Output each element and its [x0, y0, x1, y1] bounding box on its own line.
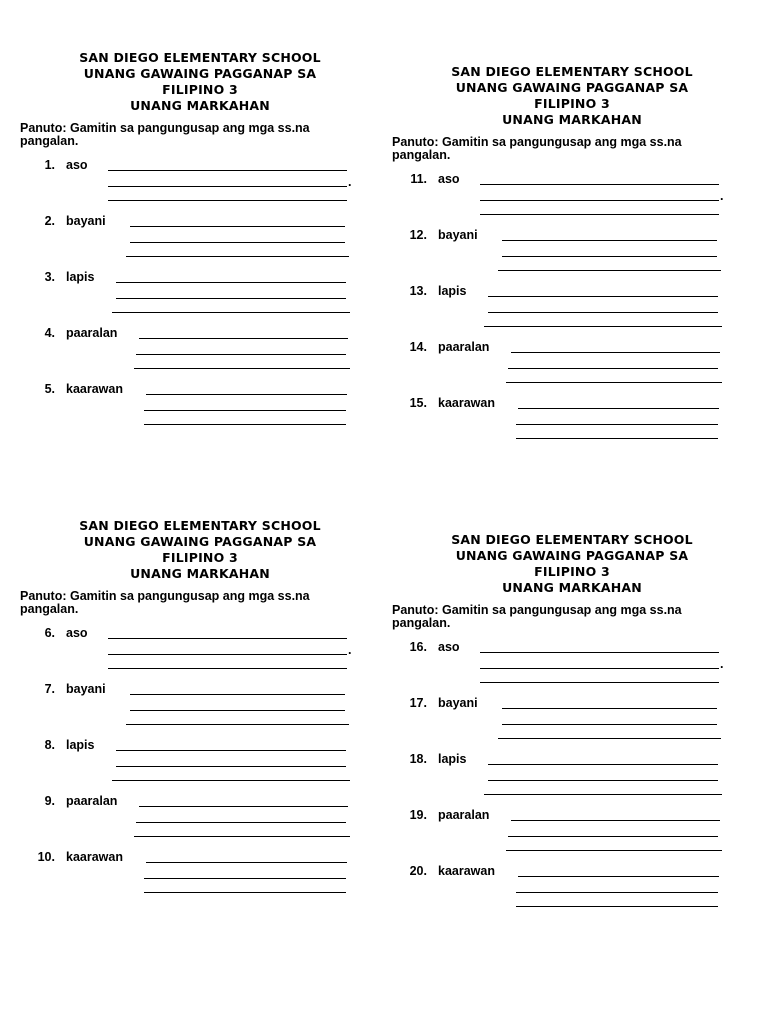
- instruction-line: pangalan.: [392, 148, 451, 162]
- worksheet-header: [20, 518, 380, 582]
- question-number: 16.: [409, 640, 427, 654]
- answer-line[interactable]: [130, 710, 345, 711]
- question-word: kaarawan: [438, 396, 495, 410]
- instructions: [20, 590, 380, 616]
- answer-line[interactable]: [488, 296, 718, 297]
- question-number: 4.: [44, 326, 55, 340]
- answer-line[interactable]: [480, 652, 719, 653]
- instruction-line: pangalan.: [392, 616, 451, 630]
- activity-title: UNANG GAWAING PAGGANAP SA: [455, 80, 689, 95]
- answer-line[interactable]: [108, 668, 347, 669]
- answer-line[interactable]: [518, 876, 719, 877]
- question-word: kaarawan: [438, 864, 495, 878]
- question-word: bayani: [438, 228, 478, 242]
- question-item: [20, 850, 380, 906]
- question-item: [20, 738, 380, 794]
- answer-line[interactable]: [136, 354, 346, 355]
- answer-line[interactable]: [126, 724, 349, 725]
- answer-line[interactable]: [144, 878, 346, 879]
- instruction-line: pangalan.: [20, 134, 79, 148]
- answer-line[interactable]: [498, 738, 721, 739]
- question-word: paaralan: [438, 340, 490, 354]
- answer-line[interactable]: [116, 282, 346, 283]
- question-item: [20, 682, 380, 738]
- answer-line[interactable]: [506, 382, 722, 383]
- question-word: aso: [66, 626, 88, 640]
- question-word: bayani: [66, 682, 106, 696]
- question-item: [20, 158, 380, 214]
- question-item: [392, 284, 752, 340]
- answer-line[interactable]: [484, 794, 722, 795]
- question-number: 11.: [410, 172, 427, 186]
- answer-line[interactable]: [480, 682, 719, 683]
- question-number: 12.: [409, 228, 427, 242]
- period-mark: .: [348, 643, 352, 657]
- answer-line[interactable]: [480, 214, 719, 215]
- question-number: 20.: [409, 864, 427, 878]
- answer-line[interactable]: [130, 242, 345, 243]
- school-name: SAN DIEGO ELEMENTARY SCHOOL: [451, 532, 693, 547]
- school-name: SAN DIEGO ELEMENTARY SCHOOL: [79, 50, 321, 65]
- answer-line[interactable]: [516, 892, 718, 893]
- answer-line[interactable]: [112, 780, 350, 781]
- answer-line[interactable]: [502, 724, 717, 725]
- question-item: [392, 808, 752, 864]
- school-name: SAN DIEGO ELEMENTARY SCHOOL: [451, 64, 693, 79]
- subject-name: FILIPINO 3: [162, 82, 238, 97]
- answer-line[interactable]: [488, 312, 718, 313]
- subject-name: FILIPINO 3: [162, 550, 238, 565]
- answer-line[interactable]: [134, 836, 350, 837]
- answer-line[interactable]: [108, 654, 347, 655]
- question-word: bayani: [66, 214, 106, 228]
- question-word: kaarawan: [66, 382, 123, 396]
- question-item: [392, 396, 752, 452]
- answer-line[interactable]: [480, 184, 719, 185]
- answer-line[interactable]: [502, 708, 717, 709]
- instruction-line: Panuto: Gamitin sa pangungusap ang mga ss.na: [392, 135, 682, 149]
- answer-line[interactable]: [488, 780, 718, 781]
- question-item: [20, 214, 380, 270]
- answer-line[interactable]: [516, 438, 718, 439]
- instruction-line: Panuto: Gamitin sa pangungusap ang mga ss.na: [20, 121, 310, 135]
- subject-name: FILIPINO 3: [534, 564, 610, 579]
- question-number: 17.: [409, 696, 427, 710]
- answer-line[interactable]: [144, 892, 346, 893]
- subject-name: FILIPINO 3: [534, 96, 610, 111]
- question-number: 7.: [44, 682, 55, 696]
- question-item: [392, 640, 752, 696]
- question-item: [20, 626, 380, 682]
- question-number: 18.: [409, 752, 427, 766]
- answer-line[interactable]: [511, 352, 720, 353]
- question-number: 10.: [37, 850, 55, 864]
- question-word: paaralan: [66, 326, 118, 340]
- answer-line[interactable]: [502, 256, 717, 257]
- question-number: 3.: [44, 270, 55, 284]
- instructions: [392, 604, 752, 630]
- quarter-name: UNANG MARKAHAN: [130, 98, 270, 113]
- question-number: 1.: [44, 158, 55, 172]
- question-word: paaralan: [66, 794, 118, 808]
- activity-title: UNANG GAWAING PAGGANAP SA: [455, 548, 689, 563]
- answer-line[interactable]: [480, 200, 719, 201]
- answer-line[interactable]: [116, 298, 346, 299]
- question-number: 6.: [44, 626, 55, 640]
- answer-line[interactable]: [108, 200, 347, 201]
- answer-line[interactable]: [144, 410, 346, 411]
- question-word: lapis: [438, 752, 467, 766]
- instructions: [392, 136, 752, 162]
- answer-line[interactable]: [508, 836, 718, 837]
- question-word: kaarawan: [66, 850, 123, 864]
- answer-line[interactable]: [146, 394, 347, 395]
- answer-line[interactable]: [518, 408, 719, 409]
- answer-line[interactable]: [508, 368, 718, 369]
- answer-line[interactable]: [146, 862, 347, 863]
- question-word: aso: [438, 172, 460, 186]
- answer-line[interactable]: [108, 638, 347, 639]
- worksheet-header: [392, 532, 752, 596]
- question-word: lapis: [66, 270, 95, 284]
- question-number: 14.: [409, 340, 427, 354]
- question-item: [20, 794, 380, 850]
- quarter-name: UNANG MARKAHAN: [502, 112, 642, 127]
- worksheet-header: [20, 50, 380, 114]
- instructions: [20, 122, 380, 148]
- worksheet-top-left: [20, 50, 380, 438]
- answer-line[interactable]: [506, 850, 722, 851]
- worksheet-bottom-right: [392, 532, 752, 920]
- question-item: [20, 270, 380, 326]
- question-item: [392, 340, 752, 396]
- question-number: 2.: [44, 214, 55, 228]
- instruction-line: Panuto: Gamitin sa pangungusap ang mga ss.na: [20, 589, 310, 603]
- answer-line[interactable]: [516, 424, 718, 425]
- worksheet-header: [392, 64, 752, 128]
- question-number: 8.: [44, 738, 55, 752]
- activity-title: UNANG GAWAING PAGGANAP SA: [83, 534, 317, 549]
- answer-line[interactable]: [108, 186, 347, 187]
- answer-line[interactable]: [511, 820, 720, 821]
- school-name: SAN DIEGO ELEMENTARY SCHOOL: [79, 518, 321, 533]
- answer-line[interactable]: [139, 338, 348, 339]
- question-number: 5.: [44, 382, 55, 396]
- answer-line[interactable]: [134, 368, 350, 369]
- period-mark: .: [720, 189, 724, 203]
- instruction-line: pangalan.: [20, 602, 79, 616]
- answer-line[interactable]: [112, 312, 350, 313]
- question-word: bayani: [438, 696, 478, 710]
- question-number: 19.: [409, 808, 427, 822]
- answer-line[interactable]: [116, 766, 346, 767]
- question-word: lapis: [438, 284, 467, 298]
- quarter-name: UNANG MARKAHAN: [502, 580, 642, 595]
- question-item: [392, 864, 752, 920]
- question-item: [392, 752, 752, 808]
- period-mark: .: [720, 657, 724, 671]
- answer-line[interactable]: [480, 668, 719, 669]
- answer-line[interactable]: [516, 906, 718, 907]
- question-number: 15.: [409, 396, 427, 410]
- answer-line[interactable]: [136, 822, 346, 823]
- question-word: aso: [438, 640, 460, 654]
- answer-line[interactable]: [130, 226, 345, 227]
- answer-line[interactable]: [116, 750, 346, 751]
- question-item: [20, 326, 380, 382]
- answer-line[interactable]: [139, 806, 348, 807]
- question-number: 13.: [409, 284, 427, 298]
- quarter-name: UNANG MARKAHAN: [130, 566, 270, 581]
- question-item: [392, 172, 752, 228]
- worksheet-top-right: [392, 64, 752, 452]
- period-mark: .: [348, 175, 352, 189]
- worksheet-bottom-left: [20, 518, 380, 906]
- instruction-line: Panuto: Gamitin sa pangungusap ang mga ss.na: [392, 603, 682, 617]
- question-word: aso: [66, 158, 88, 172]
- answer-line[interactable]: [502, 240, 717, 241]
- answer-line[interactable]: [108, 170, 347, 171]
- question-item: [392, 696, 752, 752]
- answer-line[interactable]: [488, 764, 718, 765]
- question-item: [392, 228, 752, 284]
- activity-title: UNANG GAWAING PAGGANAP SA: [83, 66, 317, 81]
- answer-line[interactable]: [144, 424, 346, 425]
- answer-line[interactable]: [498, 270, 721, 271]
- answer-line[interactable]: [130, 694, 345, 695]
- answer-line[interactable]: [484, 326, 722, 327]
- question-number: 9.: [44, 794, 55, 808]
- question-item: [20, 382, 380, 438]
- question-word: lapis: [66, 738, 95, 752]
- question-word: paaralan: [438, 808, 490, 822]
- answer-line[interactable]: [126, 256, 349, 257]
